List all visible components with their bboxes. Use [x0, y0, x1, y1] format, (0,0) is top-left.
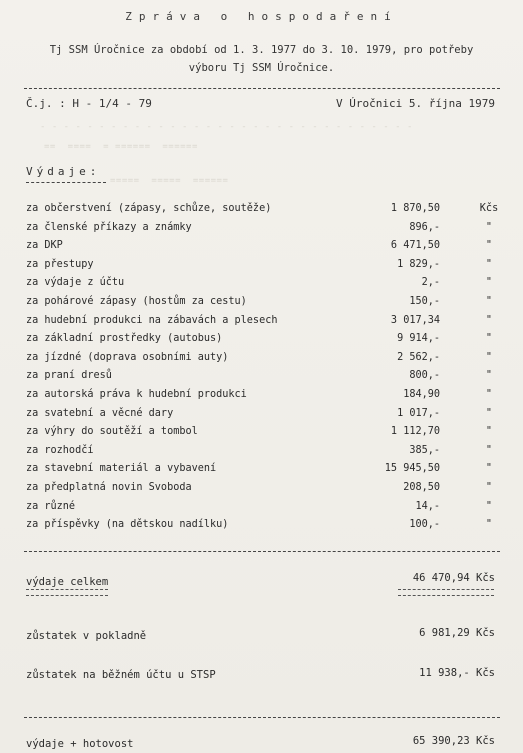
grand-total-label: výdaje + hotovost — [26, 738, 134, 750]
expense-label: za autorská práva k hudební produkci — [26, 388, 247, 400]
expense-row — [26, 516, 500, 535]
expense-row — [26, 367, 500, 386]
expense-amount: 184,90 — [403, 388, 440, 400]
grand-total-value: 65 390,23 Kčs — [412, 735, 495, 747]
cash-balance-value: 6 981,29 Kčs — [419, 627, 495, 639]
expense-row — [26, 479, 500, 498]
expense-list — [26, 200, 500, 535]
expense-currency: Kčs — [479, 203, 499, 214]
expense-row — [26, 256, 500, 275]
divider-line — [24, 717, 500, 718]
expense-amount: 6 471,50 — [390, 240, 440, 252]
expense-label: za jízdné (doprava osobními auty) — [26, 351, 229, 363]
expense-label: za hudební produkci na zábavách a plesech — [26, 314, 278, 326]
expense-amount: 15 945,50 — [384, 463, 440, 475]
heading-underline — [26, 182, 106, 183]
divider-line — [24, 88, 500, 89]
expense-amount: 2,- — [421, 277, 440, 289]
expense-label: za stavební materiál a vybavení — [26, 463, 217, 475]
expense-label: za přestupy — [26, 258, 94, 270]
expense-label: za pohárové zápasy (hostům za cestu) — [26, 295, 247, 307]
expense-row — [26, 442, 500, 461]
account-balance-label: zůstatek na běžném účtu u STSP — [26, 669, 216, 681]
expense-currency: " — [485, 500, 493, 512]
expense-row — [26, 293, 500, 312]
expense-currency: " — [485, 351, 493, 363]
expense-label: za předplatná novin Svoboda — [26, 481, 192, 493]
expense-row — [26, 237, 500, 256]
expense-amount: 208,50 — [403, 481, 440, 493]
total-expenses-value: 46 470,94 Kčs — [412, 572, 495, 584]
show-through-text: == ==== = ====== ====== — [44, 142, 198, 152]
expense-row — [26, 460, 500, 479]
expense-currency: " — [485, 444, 493, 456]
expense-currency: " — [485, 221, 493, 233]
expense-amount: 385,- — [409, 444, 440, 456]
expense-currency: " — [485, 519, 493, 531]
expense-currency: " — [485, 426, 493, 438]
expense-currency: " — [485, 370, 493, 382]
expense-row — [26, 219, 500, 238]
expense-amount: 2 562,- — [397, 351, 440, 363]
expense-row — [26, 330, 500, 349]
expense-amount: 9 914,- — [397, 333, 440, 345]
expense-row — [26, 349, 500, 368]
expenses-heading: Výdaje: — [26, 165, 101, 178]
expense-amount: 14,- — [415, 500, 440, 512]
expense-amount: 150,- — [409, 295, 440, 307]
expense-row — [26, 200, 500, 219]
show-through-text: - - - - - - - - - - - - - - - - - - - - - - - - - - - - - - - - — [40, 122, 413, 132]
expense-label: za výdaje z účtu — [26, 277, 125, 289]
expense-amount: 100,- — [409, 519, 440, 531]
subtitle-line-1: Tj SSM Úročnice za období od 1. 3. 1977 do 3. 10. 1979, pro potřeby — [49, 44, 474, 56]
expense-label: za různé — [26, 500, 76, 512]
expense-currency: " — [485, 277, 493, 289]
expense-amount: 3 017,34 — [390, 314, 440, 326]
account-balance-value: 11 938,- Kčs — [419, 667, 495, 679]
expense-label: za příspěvky (na dětskou nadílku) — [26, 519, 229, 531]
expense-row — [26, 423, 500, 442]
expense-currency: " — [485, 258, 493, 270]
expense-amount: 800,- — [409, 370, 440, 382]
total-expenses-label: výdaje celkem — [26, 576, 109, 588]
expense-currency: " — [485, 240, 493, 252]
expense-currency: " — [485, 463, 493, 475]
show-through-text: ===== ===== ====== — [110, 176, 229, 186]
expense-label: za praní dresů — [26, 370, 112, 382]
place-and-date: V Úročnici 5. října 1979 — [336, 97, 495, 110]
expense-row — [26, 386, 500, 405]
expense-label: za DKP — [26, 240, 63, 252]
expense-currency: " — [485, 481, 493, 493]
expense-currency: " — [485, 407, 493, 419]
total-label-double-underline — [26, 589, 108, 596]
expense-currency: " — [485, 388, 493, 400]
expense-label: za výhry do soutěží a tombol — [26, 426, 198, 438]
cash-balance-label: zůstatek v pokladně — [26, 630, 147, 642]
expense-currency: " — [485, 295, 493, 307]
expense-label: za občerstvení (zápasy, schůze, soutěže) — [26, 203, 272, 214]
expense-row — [26, 274, 500, 293]
expense-label: za rozhodčí — [26, 444, 94, 456]
expense-row — [26, 498, 500, 517]
expense-currency: " — [485, 314, 493, 326]
expense-amount: 1 017,- — [397, 407, 440, 419]
expense-row — [26, 312, 500, 331]
reference-number: Č.j. : H - 1/4 - 79 — [26, 97, 152, 110]
subtitle-line-2: výboru Tj SSM Úročnice. — [188, 62, 335, 74]
divider-line — [24, 551, 500, 552]
expense-amount: 1 870,50 — [390, 203, 440, 214]
document-subtitle — [0, 41, 523, 77]
expense-amount: 896,- — [409, 221, 440, 233]
expense-label: za členské příkazy a známky — [26, 221, 192, 233]
expense-currency: " — [485, 333, 493, 345]
expense-amount: 1 112,70 — [390, 426, 440, 438]
expense-row — [26, 405, 500, 424]
expense-label: za svatební a věcné dary — [26, 407, 174, 419]
expense-amount: 1 829,- — [397, 258, 440, 270]
document-title: Zpráva o hospodaření — [125, 10, 398, 23]
expense-label: za základní prostředky (autobus) — [26, 333, 223, 345]
total-value-double-underline — [398, 589, 494, 596]
